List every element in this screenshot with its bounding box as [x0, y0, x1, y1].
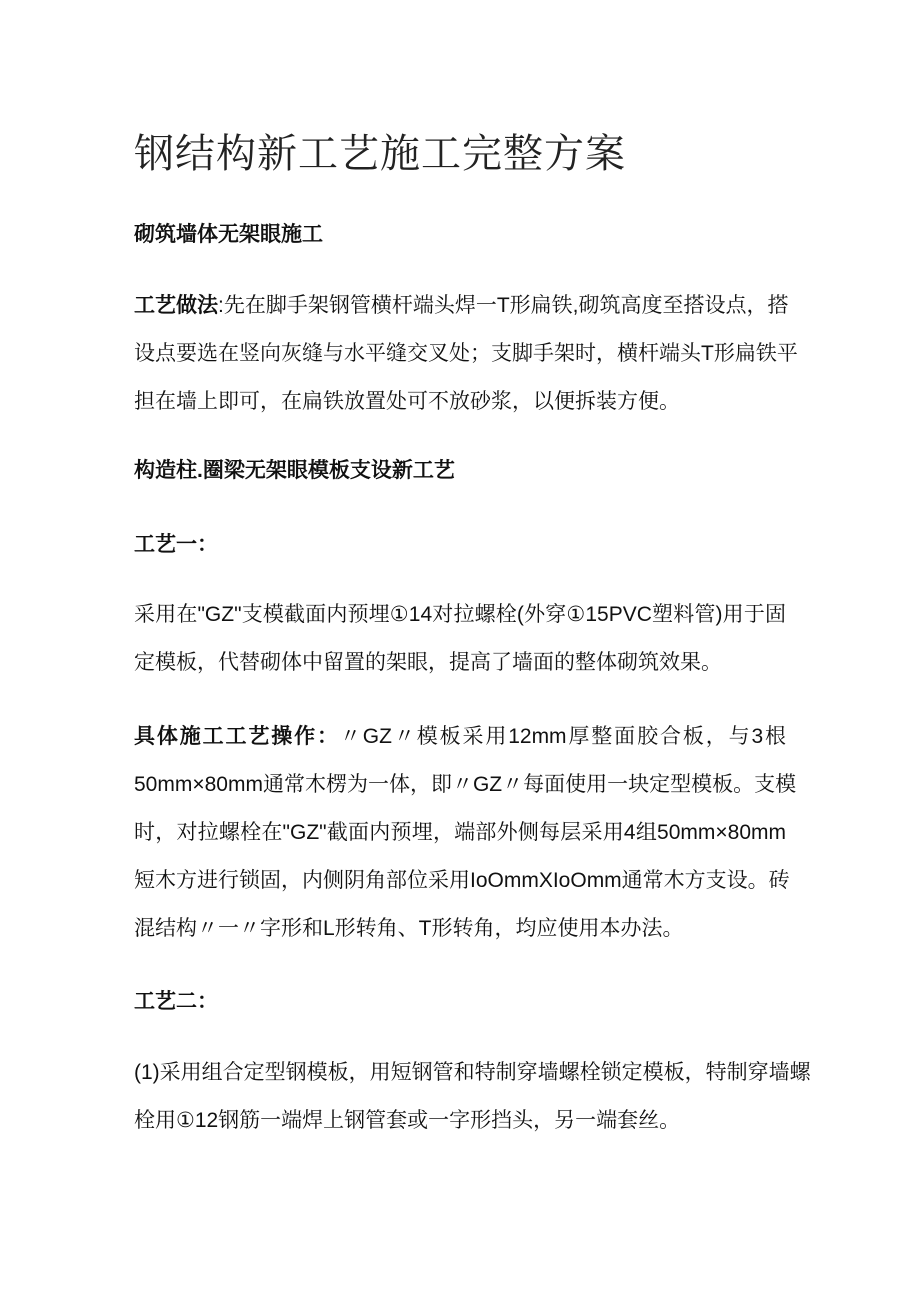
paragraph-craft-1-detail [134, 713, 797, 953]
paragraph-craft-2 [134, 1049, 811, 1145]
text-line: (1)采用组合定型钢模板，用短钢管和特制穿墙螺栓锁定模板，特制穿墙螺 [134, 1061, 811, 1084]
section-heading: 砌筑墙体无架眼施工 [134, 223, 323, 246]
text-line: 设点要选在竖向灰缝与水平缝交叉处；支脚手架时，横杆端头T形扁铁平 [134, 342, 798, 365]
text-line [134, 713, 786, 761]
section-heading: 构造柱.圈梁无架眼模板支设新工艺 [134, 459, 455, 482]
inline-label: 具体施工工艺操作： [134, 725, 340, 748]
text-line: 短木方进行锁固，内侧阴角部位采用IoOmmXIoOmm通常木方支设。砖 [134, 869, 790, 892]
subsection-heading: 工艺一： [134, 533, 218, 556]
subsection-heading: 工艺二： [134, 990, 218, 1013]
text-fragment: 〃GZ〃模板采用12mm厚整面胶合板，与3根 [339, 725, 787, 748]
paragraph-process-method [134, 282, 798, 426]
text-line: 时，对拉螺栓在"GZ"截面内预埋，端部外侧每层采用4组50mm×80mm [134, 821, 786, 844]
text-line: 定模板，代替砌体中留置的架眼，提高了墙面的整体砌筑效果。 [134, 651, 722, 674]
text-line: 50mm×80mm通常木楞为一体，即〃GZ〃每面使用一块定型模板。支模 [134, 773, 797, 796]
page-title: 钢结构新工艺施工完整方案 [134, 131, 626, 177]
text-line: 担在墙上即可，在扁铁放置处可不放砂浆，以便拆装方便。 [134, 390, 680, 413]
inline-label: 工艺做法 [134, 294, 218, 317]
text-line: 混结构〃一〃字形和L形转角、T形转角，均应使用本办法。 [134, 917, 684, 940]
text-line: 栓用①12钢筋一端焊上钢管套或一字形挡头，另一端套丝。 [134, 1109, 681, 1132]
text-line [134, 282, 789, 330]
text-fragment: :先在脚手架钢管横杆端头焊一T形扁铁,砌筑高度至搭设点，搭 [218, 294, 789, 317]
text-line: 采用在"GZ"支模截面内预埋①14对拉螺栓(外穿①15PVC塑料管)用于固 [134, 603, 786, 626]
paragraph-craft-1 [134, 591, 786, 687]
